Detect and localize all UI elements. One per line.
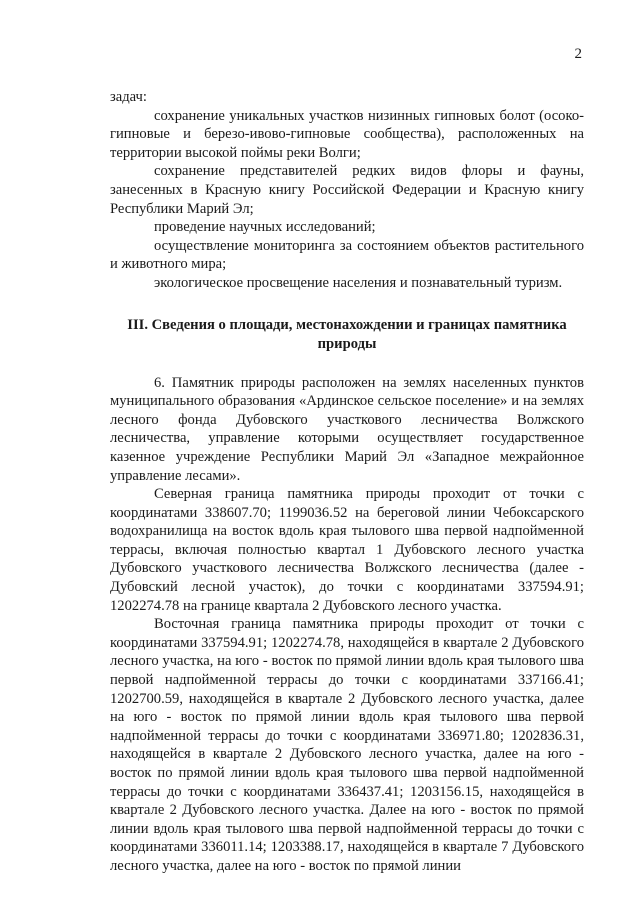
goal-item: осуществление мониторинга за состоянием объектов растительного и животного мира; — [110, 237, 584, 273]
goal-item: сохранение представителей редких видов флоры и фауны, занесенных в Красную книгу Российской Федерации и Красную книгу Республики Марий Эл; — [110, 163, 584, 217]
goal-item: сохранение уникальных участков низинных гипновых болот (осоко-гипновые и березо-ивово-гипновые сообщества), расположенных на территории высокой поймы реки Волги; — [110, 107, 584, 161]
goal-item: экологическое просвещение населения и познавательный туризм. — [154, 274, 563, 291]
intro-line: задач: — [110, 89, 147, 105]
section-paragraph: Северная граница памятника природы проходит от точки с координатами 338607.70; 1199036.52 на береговой линии Чебоксарского водохранилища на восток вдоль края тылового шва первой надпойменной террасы, включая полностью квартал 1 Дубовского лесного участка Дубовского участкового лесничества Волжского лесничества (далее - Дубовский лесной участок), до точки с координатами 337594.91; 1202274.78 на границе квартала 2 Дубовского лесного участка. — [110, 486, 584, 614]
document-body — [110, 88, 584, 876]
goal-item: проведение научных исследований; — [154, 219, 376, 236]
section-paragraph: Восточная граница памятника природы проходит от точки с координатами 337594.91; 1202274.78, находящейся в квартале 2 Дубовского лесного участка, на юго - восток по прямой линии вдоль края тылового шва первой надпойменной террасы до точки с координатами 337166.41; 1202700.59, находящейся в квартале 2 Дубовского лесного участка, далее на юго - восток по прямой линии вдоль края тылового шва первой надпойменной террасы до точки с координатами 336971.80; 1202836.31, находящейся в квартале 2 Дубовского лесного участка, далее на юго - восток по прямой линии вдоль края тылового шва первой надпойменной террасы до точки с координатами 336437.41; 1203156.15, находящейся в квартале 2 Дубовского лесного участка. Далее на юго - восток по прямой линии вдоль края тылового шва первой надпойменной террасы до точки с координатами 336011.14; 1203388.17, находящейся в квартале 7 Дубовского лесного участка, далее на юго - восток по прямой линии — [110, 616, 584, 874]
section-heading: III. Сведения о площади, местонахождении и границах памятника природы — [127, 316, 567, 352]
section-paragraph: 6. Памятник природы расположен на землях населенных пунктов муниципального образования «Ардинское сельское поселение» и на землях лесного фонда Дубовского участкового лесничества Волжского лесничества, управление которыми осуществляет государственное казенное учреждение Республики Марий Эл «Западное межрайонное управление лесами». — [110, 374, 584, 484]
page-number: 2 — [574, 46, 582, 62]
